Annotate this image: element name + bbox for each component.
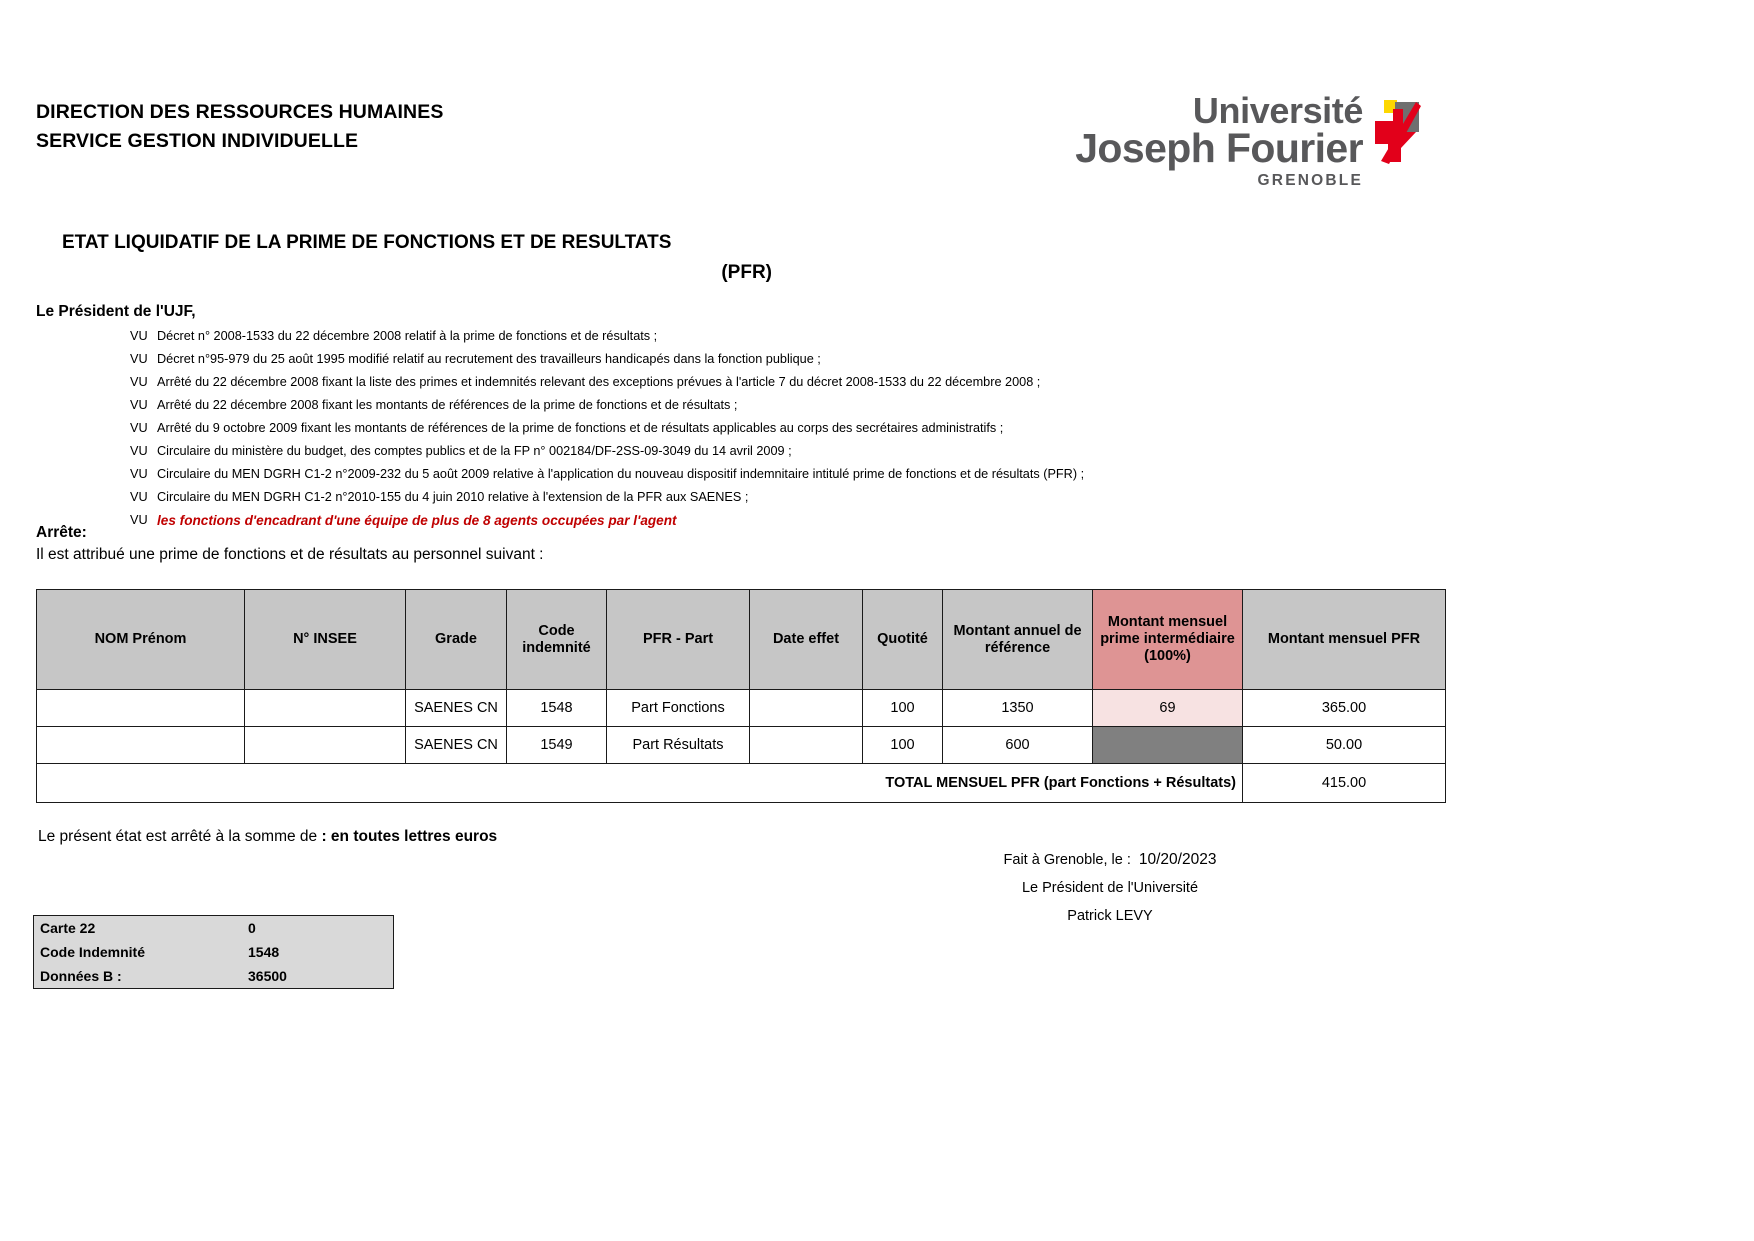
fait-label: Fait à Grenoble, le : [1003, 852, 1131, 868]
parameters-table [33, 915, 394, 989]
vu-clause-text: Décret n° 2008-1533 du 22 décembre 2008 relatif à la prime de fonctions et de résultats ; [157, 329, 658, 343]
parameter-value-donnees-b: 36500 [240, 964, 394, 989]
cell-montant-annuel[interactable]: 1350 [943, 690, 1093, 727]
cell-montant-annuel[interactable]: 600 [943, 727, 1093, 764]
parameter-value-code-indemnite: 1548 [240, 940, 394, 964]
parameter-key-carte: Carte 22 [34, 916, 241, 941]
cell-pfr-part[interactable]: Part Fonctions [607, 690, 750, 727]
col-header-grade: Grade [406, 590, 507, 690]
somme-line [38, 828, 497, 846]
signature-place-date-line [860, 846, 1360, 874]
vu-clause-row [36, 325, 1436, 348]
vu-clause-text: Arrêté du 22 décembre 2008 fixant la liste des primes et indemnités relevant des exceptions prévues à l'article 7 du décret 2008-1533 du 22 décembre 2008 ; [157, 375, 1041, 389]
cell-pfr-part[interactable]: Part Résultats [607, 727, 750, 764]
parameter-value-carte: 0 [240, 916, 394, 941]
president-label: Le Président de l'UJF, [36, 303, 196, 320]
cell-quotite[interactable]: 100 [863, 690, 943, 727]
vu-keyword: VU [130, 352, 148, 366]
total-label: TOTAL MENSUEL PFR (part Fonctions + Résultats) [37, 764, 1243, 803]
parameter-row [34, 940, 394, 964]
col-header-montant-mensuel-pfr: Montant mensuel PFR [1243, 590, 1446, 690]
cell-nom-prenom[interactable] [37, 727, 245, 764]
vu-clause-row [36, 463, 1436, 486]
document-title [62, 228, 772, 288]
cell-date-effet[interactable] [750, 727, 863, 764]
cell-grade[interactable]: SAENES CN [406, 727, 507, 764]
cell-insee[interactable] [245, 690, 406, 727]
vu-keyword: VU [130, 375, 148, 389]
pfr-table [36, 589, 1446, 803]
vu-keyword: VU [130, 467, 148, 481]
somme-value: : en toutes lettres euros [321, 828, 498, 845]
vu-clause-row [36, 348, 1436, 371]
cell-grade[interactable]: SAENES CN [406, 690, 507, 727]
vu-clause-text-highlighted: les fonctions d'encadrant d'une équipe de plus de 8 agents occupées par l'agent [157, 513, 677, 528]
fait-date: 10/20/2023 [1138, 851, 1217, 868]
arrete-text: Il est attribué une prime de fonctions et de résultats au personnel suivant : [36, 546, 544, 563]
parameter-row [34, 916, 394, 941]
cell-montant-mensuel-prime-disabled [1093, 727, 1243, 764]
col-header-date-effet: Date effet [750, 590, 863, 690]
document-title-sub: (PFR) [721, 262, 772, 283]
university-logo [1065, 92, 1425, 192]
cell-code-indemnite[interactable]: 1548 [507, 690, 607, 727]
department-header [36, 98, 443, 156]
vu-clause-text: Circulaire du MEN DGRH C1-2 n°2009-232 du 5 août 2009 relative à l'application du nouveau dispositif indemnitaire intitulé prime de fonctions et de résultats (PFR) ; [157, 467, 1085, 481]
table-total-row [37, 764, 1446, 803]
vu-clause-row-highlighted [36, 509, 1436, 532]
col-header-montant-mensuel-prime: Montant mensuel prime intermédiaire (100%) [1093, 590, 1243, 690]
col-header-nom-prenom: NOM Prénom [37, 590, 245, 690]
logo-line-universite: Université [1192, 90, 1363, 131]
arrete-label: Arrête: [36, 524, 87, 541]
parameter-row [34, 964, 394, 989]
col-header-pfr-part: PFR - Part [607, 590, 750, 690]
vu-clause-text: Circulaire du ministère du budget, des comptes publics et de la FP n° 002184/DF-2SS-09-3049 du 14 avril 2009 ; [157, 444, 792, 458]
vu-clause-text: Arrêté du 22 décembre 2008 fixant les montants de références de la prime de fonctions et de résultats ; [157, 398, 738, 412]
somme-prefix: Le présent état est arrêté à la somme de [38, 828, 322, 845]
vu-keyword: VU [130, 329, 148, 343]
vu-clause-row [36, 394, 1436, 417]
department-line-1: DIRECTION DES RESSOURCES HUMAINES [36, 101, 444, 123]
cell-date-effet[interactable] [750, 690, 863, 727]
ujf-logo-mark-icon [1369, 98, 1425, 170]
cell-insee[interactable] [245, 727, 406, 764]
vu-clause-row [36, 371, 1436, 394]
table-row [37, 690, 1446, 727]
table-row [37, 727, 1446, 764]
cell-code-indemnite[interactable]: 1549 [507, 727, 607, 764]
vu-clause-text: Arrêté du 9 octobre 2009 fixant les montants de références de la prime de fonctions et de résultats applicables au corps des secrétaires administratifs ; [157, 421, 1004, 435]
vu-keyword: VU [130, 513, 148, 527]
vu-keyword: VU [130, 490, 148, 504]
vu-keyword: VU [130, 421, 148, 435]
vu-keyword: VU [130, 398, 148, 412]
signature-block [860, 846, 1360, 930]
logo-line-grenoble: GRENOBLE [1257, 172, 1363, 189]
vu-keyword: VU [130, 444, 148, 458]
table-header-row [37, 590, 1446, 690]
department-line-2: SERVICE GESTION INDIVIDUELLE [36, 130, 359, 152]
total-value: 415.00 [1243, 764, 1446, 803]
signature-name: Patrick LEVY [1067, 908, 1153, 924]
col-header-insee: N° INSEE [245, 590, 406, 690]
document-title-main: ETAT LIQUIDATIF DE LA PRIME DE FONCTIONS ET DE RESULTATS [62, 232, 672, 253]
vu-clause-row [36, 440, 1436, 463]
vu-clause-list [36, 325, 1436, 532]
vu-clause-row [36, 486, 1436, 509]
parameter-key-code-indemnite: Code Indemnité [34, 940, 241, 964]
cell-nom-prenom[interactable] [37, 690, 245, 727]
col-header-quotite: Quotité [863, 590, 943, 690]
cell-montant-mensuel-prime[interactable]: 69 [1093, 690, 1243, 727]
col-header-montant-annuel: Montant annuel de référence [943, 590, 1093, 690]
signature-title: Le Président de l'Université [1021, 880, 1199, 896]
col-header-code-indemnite: Code indemnité [507, 590, 607, 690]
vu-clause-text: Décret n°95-979 du 25 août 1995 modifié relatif au recrutement des travailleurs handicapés dans la fonction publique ; [157, 352, 821, 366]
cell-montant-mensuel-pfr[interactable]: 50.00 [1243, 727, 1446, 764]
vu-clause-text: Circulaire du MEN DGRH C1-2 n°2010-155 du 4 juin 2010 relative à l'extension de la PFR aux SAENES ; [157, 490, 749, 504]
vu-clause-row [36, 417, 1436, 440]
cell-montant-mensuel-pfr[interactable]: 365.00 [1243, 690, 1446, 727]
parameter-key-donnees-b: Données B : [34, 964, 241, 989]
logo-line-joseph-fourier: Joseph Fourier [1075, 125, 1363, 171]
cell-quotite[interactable]: 100 [863, 727, 943, 764]
